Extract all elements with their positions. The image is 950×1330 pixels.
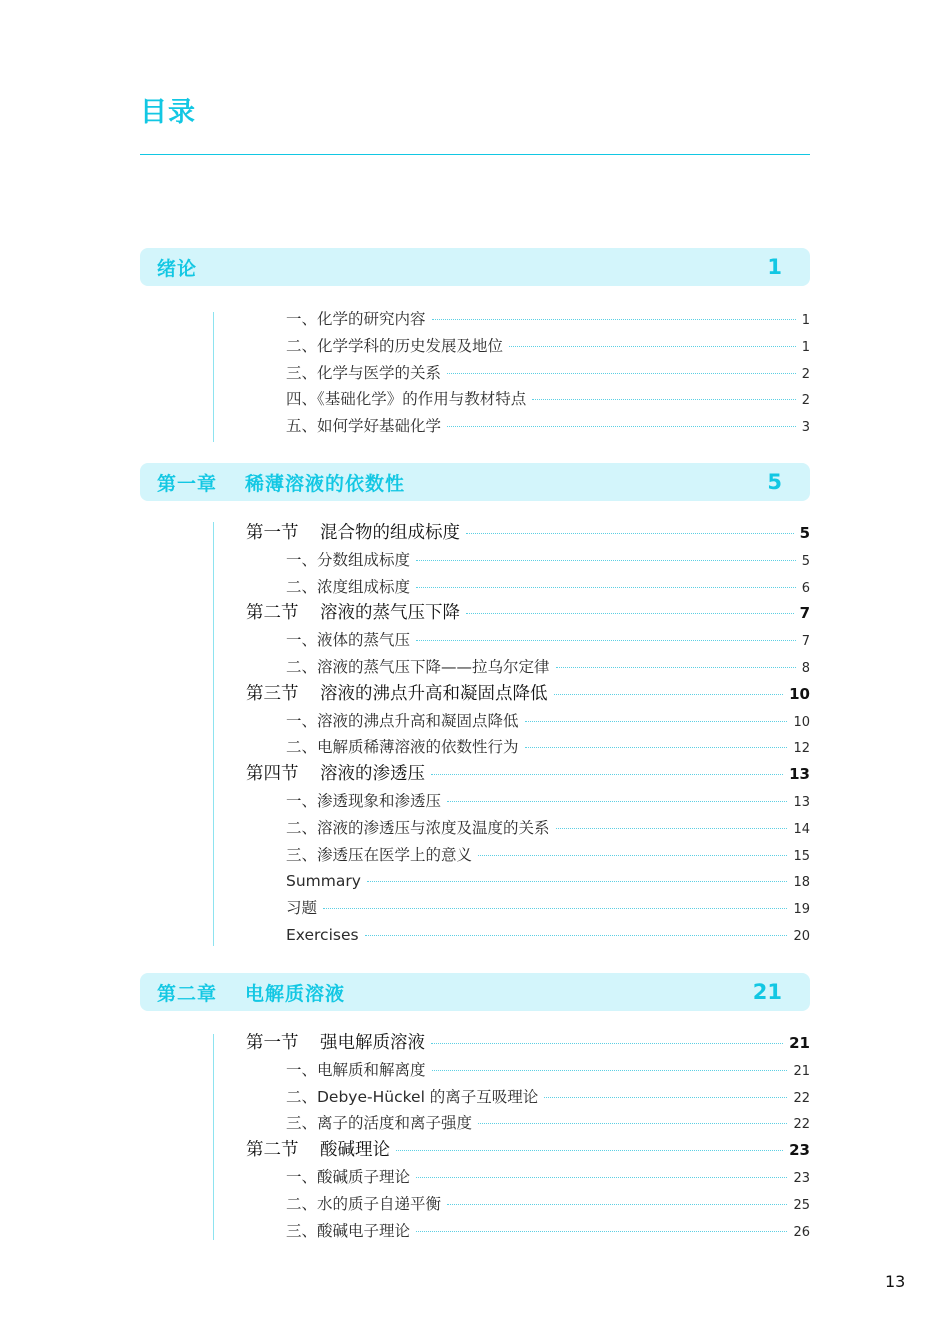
entry-text: 二、溶液的蒸气压下降——拉乌尔定律 <box>286 658 550 676</box>
toc-section-entry[interactable] <box>246 520 810 546</box>
toc-section-entry[interactable] <box>246 600 810 626</box>
entry-label <box>286 627 410 653</box>
entry-page-number: 8 <box>801 661 810 676</box>
toc-item-entry[interactable] <box>286 1191 810 1217</box>
entry-text: Exercises <box>286 926 359 944</box>
entry-page-number: 23 <box>793 1171 810 1186</box>
entry-text: 三、酸碱电子理论 <box>286 1221 411 1240</box>
section-number: 第一节 <box>246 523 299 543</box>
entry-page-number: 22 <box>793 1117 810 1133</box>
entry-label <box>286 1218 410 1244</box>
dot-leader <box>447 801 787 802</box>
dot-leader <box>556 667 796 668</box>
section-number: 第一节 <box>246 1033 299 1053</box>
entry-label <box>246 1137 390 1163</box>
entry-page-number: 18 <box>793 875 810 891</box>
dot-leader <box>416 587 796 588</box>
entry-page-number: 21 <box>793 1063 810 1079</box>
dot-leader <box>431 774 783 775</box>
entry-label <box>246 600 460 626</box>
chapter-entries <box>213 312 810 442</box>
entry-text: 二、电解质稀薄溶液的依数性行为 <box>286 738 519 757</box>
entry-text: 二、溶液的渗透压与浓度及温度的关系 <box>286 818 550 837</box>
title-divider <box>140 154 810 155</box>
chapter-title: 稀薄溶液的依数性 <box>245 472 406 495</box>
entry-label <box>246 1030 425 1056</box>
dot-leader <box>432 1070 788 1071</box>
entry-page-number: 20 <box>793 929 810 944</box>
entry-label <box>286 842 472 868</box>
dot-leader <box>466 533 794 534</box>
entry-label <box>286 734 519 760</box>
toc-item-entry[interactable] <box>286 868 810 894</box>
toc-item-entry[interactable] <box>286 1218 810 1244</box>
toc-item-entry[interactable] <box>286 333 810 359</box>
entry-text: 一、分数组成标度 <box>286 550 411 569</box>
entry-text: 二、浓度组成标度 <box>286 577 411 596</box>
entry-page-number: 10 <box>793 714 810 730</box>
entry-label <box>246 520 460 546</box>
entry-page-number: 26 <box>793 1224 810 1240</box>
entry-page-number: 5 <box>799 524 810 542</box>
entry-page-number: 25 <box>793 1197 810 1213</box>
entry-page-number: 19 <box>793 902 810 918</box>
toc-section-entry[interactable] <box>246 1137 810 1163</box>
entry-text: 一、液体的蒸气压 <box>286 631 411 650</box>
entry-label <box>286 386 526 412</box>
entry-page-number: 2 <box>801 393 810 409</box>
entry-label <box>286 788 441 814</box>
toc-item-entry[interactable] <box>286 547 810 573</box>
entry-label <box>246 761 425 787</box>
toc-item-entry[interactable] <box>286 922 810 948</box>
entry-page-number: 7 <box>801 634 810 650</box>
entry-label <box>286 922 359 948</box>
section-number: 第二节 <box>246 603 299 624</box>
dot-leader <box>466 613 794 614</box>
toc-item-entry[interactable] <box>286 708 810 734</box>
entry-text: Summary <box>286 872 361 891</box>
entry-text: 五、如何学好基础化学 <box>286 417 442 436</box>
dot-leader <box>447 373 796 374</box>
entry-page-number: 15 <box>793 848 810 864</box>
chapter-header[interactable] <box>140 973 810 1011</box>
entry-label <box>286 1057 426 1083</box>
entry-text: 习题 <box>286 899 318 918</box>
section-number: 第四节 <box>246 764 299 785</box>
entry-label <box>286 1164 410 1190</box>
dot-leader <box>554 694 784 695</box>
entry-page-number: 2 <box>801 366 810 382</box>
entry-page-number: 21 <box>789 1034 810 1052</box>
chapter-header[interactable] <box>140 463 810 501</box>
toc-item-entry[interactable] <box>286 654 810 680</box>
entry-text: 溶液的沸点升高和凝固点降低 <box>320 683 548 704</box>
chapter-number: 第二章 <box>157 982 218 1005</box>
entry-text: 一、渗透现象和渗透压 <box>286 792 442 810</box>
entry-label <box>286 1084 538 1110</box>
entry-text: 强电解质溶液 <box>320 1033 425 1053</box>
toc-item-entry[interactable] <box>286 413 810 439</box>
entry-text: 二、水的质子自递平衡 <box>286 1194 442 1213</box>
dot-leader <box>509 346 796 347</box>
entry-page-number: 22 <box>793 1090 810 1106</box>
entry-page-number: 23 <box>789 1141 810 1160</box>
entry-text: 二、化学学科的历史发展及地位 <box>286 336 504 355</box>
entry-label <box>286 868 361 894</box>
toc-item-entry[interactable] <box>286 1084 810 1110</box>
toc-item-entry[interactable] <box>286 1110 810 1136</box>
chapter-title: 电解质溶液 <box>245 982 346 1005</box>
entry-text: 溶液的渗透压 <box>320 764 425 785</box>
section-number: 第三节 <box>246 683 299 704</box>
entry-label <box>286 306 426 332</box>
dot-leader <box>478 1123 787 1124</box>
toc-item-entry[interactable] <box>286 734 810 760</box>
entry-page-number: 5 <box>801 553 810 569</box>
chapter-page-number: 1 <box>767 255 782 279</box>
dot-leader <box>525 721 788 722</box>
entry-text: 酸碱理论 <box>320 1140 390 1161</box>
toc-item-entry[interactable] <box>286 360 810 386</box>
dot-leader <box>556 828 788 829</box>
entry-label <box>246 681 548 707</box>
entry-page-number: 1 <box>801 339 810 355</box>
entry-label <box>286 360 441 386</box>
entry-text: 三、离子的活度和离子强度 <box>286 1114 473 1133</box>
entry-text: 三、渗透压在医学上的意义 <box>286 845 473 864</box>
dot-leader <box>323 908 787 909</box>
entry-label <box>286 413 441 439</box>
toc-section-entry[interactable] <box>246 761 810 787</box>
dot-leader <box>431 1043 783 1044</box>
entry-text: 混合物的组成标度 <box>320 523 460 543</box>
toc-item-entry[interactable] <box>286 627 810 653</box>
toc-item-entry[interactable] <box>286 306 810 332</box>
entry-page-number: 7 <box>799 604 810 623</box>
entry-text: 三、化学与医学的关系 <box>286 363 442 382</box>
entry-text: 一、酸碱质子理论 <box>286 1168 411 1186</box>
entry-label <box>286 895 317 921</box>
toc-item-entry[interactable] <box>286 815 810 841</box>
entry-text: 一、溶液的沸点升高和凝固点降低 <box>286 711 519 730</box>
dot-leader <box>478 855 787 856</box>
chapter-number: 绪论 <box>157 257 198 280</box>
dot-leader <box>416 1231 787 1232</box>
entry-label <box>286 547 410 573</box>
entry-page-number: 6 <box>801 580 810 596</box>
entry-label <box>286 1110 472 1136</box>
page-number: 13 <box>885 1272 906 1291</box>
dot-leader <box>416 640 796 641</box>
entry-label <box>286 1191 441 1217</box>
toc-item-entry[interactable] <box>286 1057 810 1083</box>
dot-leader <box>447 426 796 427</box>
toc-section-entry[interactable] <box>246 1030 810 1056</box>
entry-page-number: 13 <box>789 765 810 784</box>
section-number: 第二节 <box>246 1140 299 1161</box>
toc-section-entry[interactable] <box>246 681 810 707</box>
chapter-header[interactable] <box>140 248 810 286</box>
entry-page-number: 12 <box>793 741 810 757</box>
entry-text: 一、电解质和解离度 <box>286 1060 426 1079</box>
dot-leader <box>365 935 788 936</box>
entry-page-number: 14 <box>793 821 810 837</box>
dot-leader <box>432 319 796 320</box>
entry-label <box>286 574 410 600</box>
toc-item-entry[interactable] <box>286 574 810 600</box>
entry-text: 二、Debye-Hückel 的离子互吸理论 <box>286 1087 539 1106</box>
dot-leader <box>447 1204 787 1205</box>
dot-leader <box>367 881 788 882</box>
entry-text: 溶液的蒸气压下降 <box>320 603 460 624</box>
toc-item-entry[interactable] <box>286 386 810 412</box>
entry-label <box>286 708 519 734</box>
dot-leader <box>544 1097 787 1098</box>
entry-page-number: 1 <box>801 313 810 328</box>
entry-page-number: 10 <box>789 684 810 703</box>
entry-label <box>286 654 550 680</box>
dot-leader <box>525 747 788 748</box>
entry-label <box>286 815 550 841</box>
entry-text: 四、《基础化学》的作用与教材特点 <box>286 390 527 409</box>
entry-page-number: 3 <box>801 420 810 436</box>
entry-page-number: 13 <box>793 795 810 810</box>
chapter-entries <box>213 1034 810 1240</box>
page-title: 目录 <box>140 97 196 128</box>
chapter-page-number: 21 <box>752 980 782 1004</box>
entry-label <box>286 333 503 359</box>
dot-leader <box>396 1150 783 1151</box>
toc-item-entry[interactable] <box>286 1164 810 1190</box>
chapter-entries <box>213 522 810 946</box>
toc-item-entry[interactable] <box>286 788 810 814</box>
dot-leader <box>532 399 795 400</box>
toc-item-entry[interactable] <box>286 895 810 921</box>
toc-item-entry[interactable] <box>286 842 810 868</box>
chapter-number: 第一章 <box>157 472 218 495</box>
dot-leader <box>416 560 796 561</box>
entry-text: 一、化学的研究内容 <box>286 310 426 328</box>
dot-leader <box>416 1177 787 1178</box>
chapter-page-number: 5 <box>767 470 782 494</box>
